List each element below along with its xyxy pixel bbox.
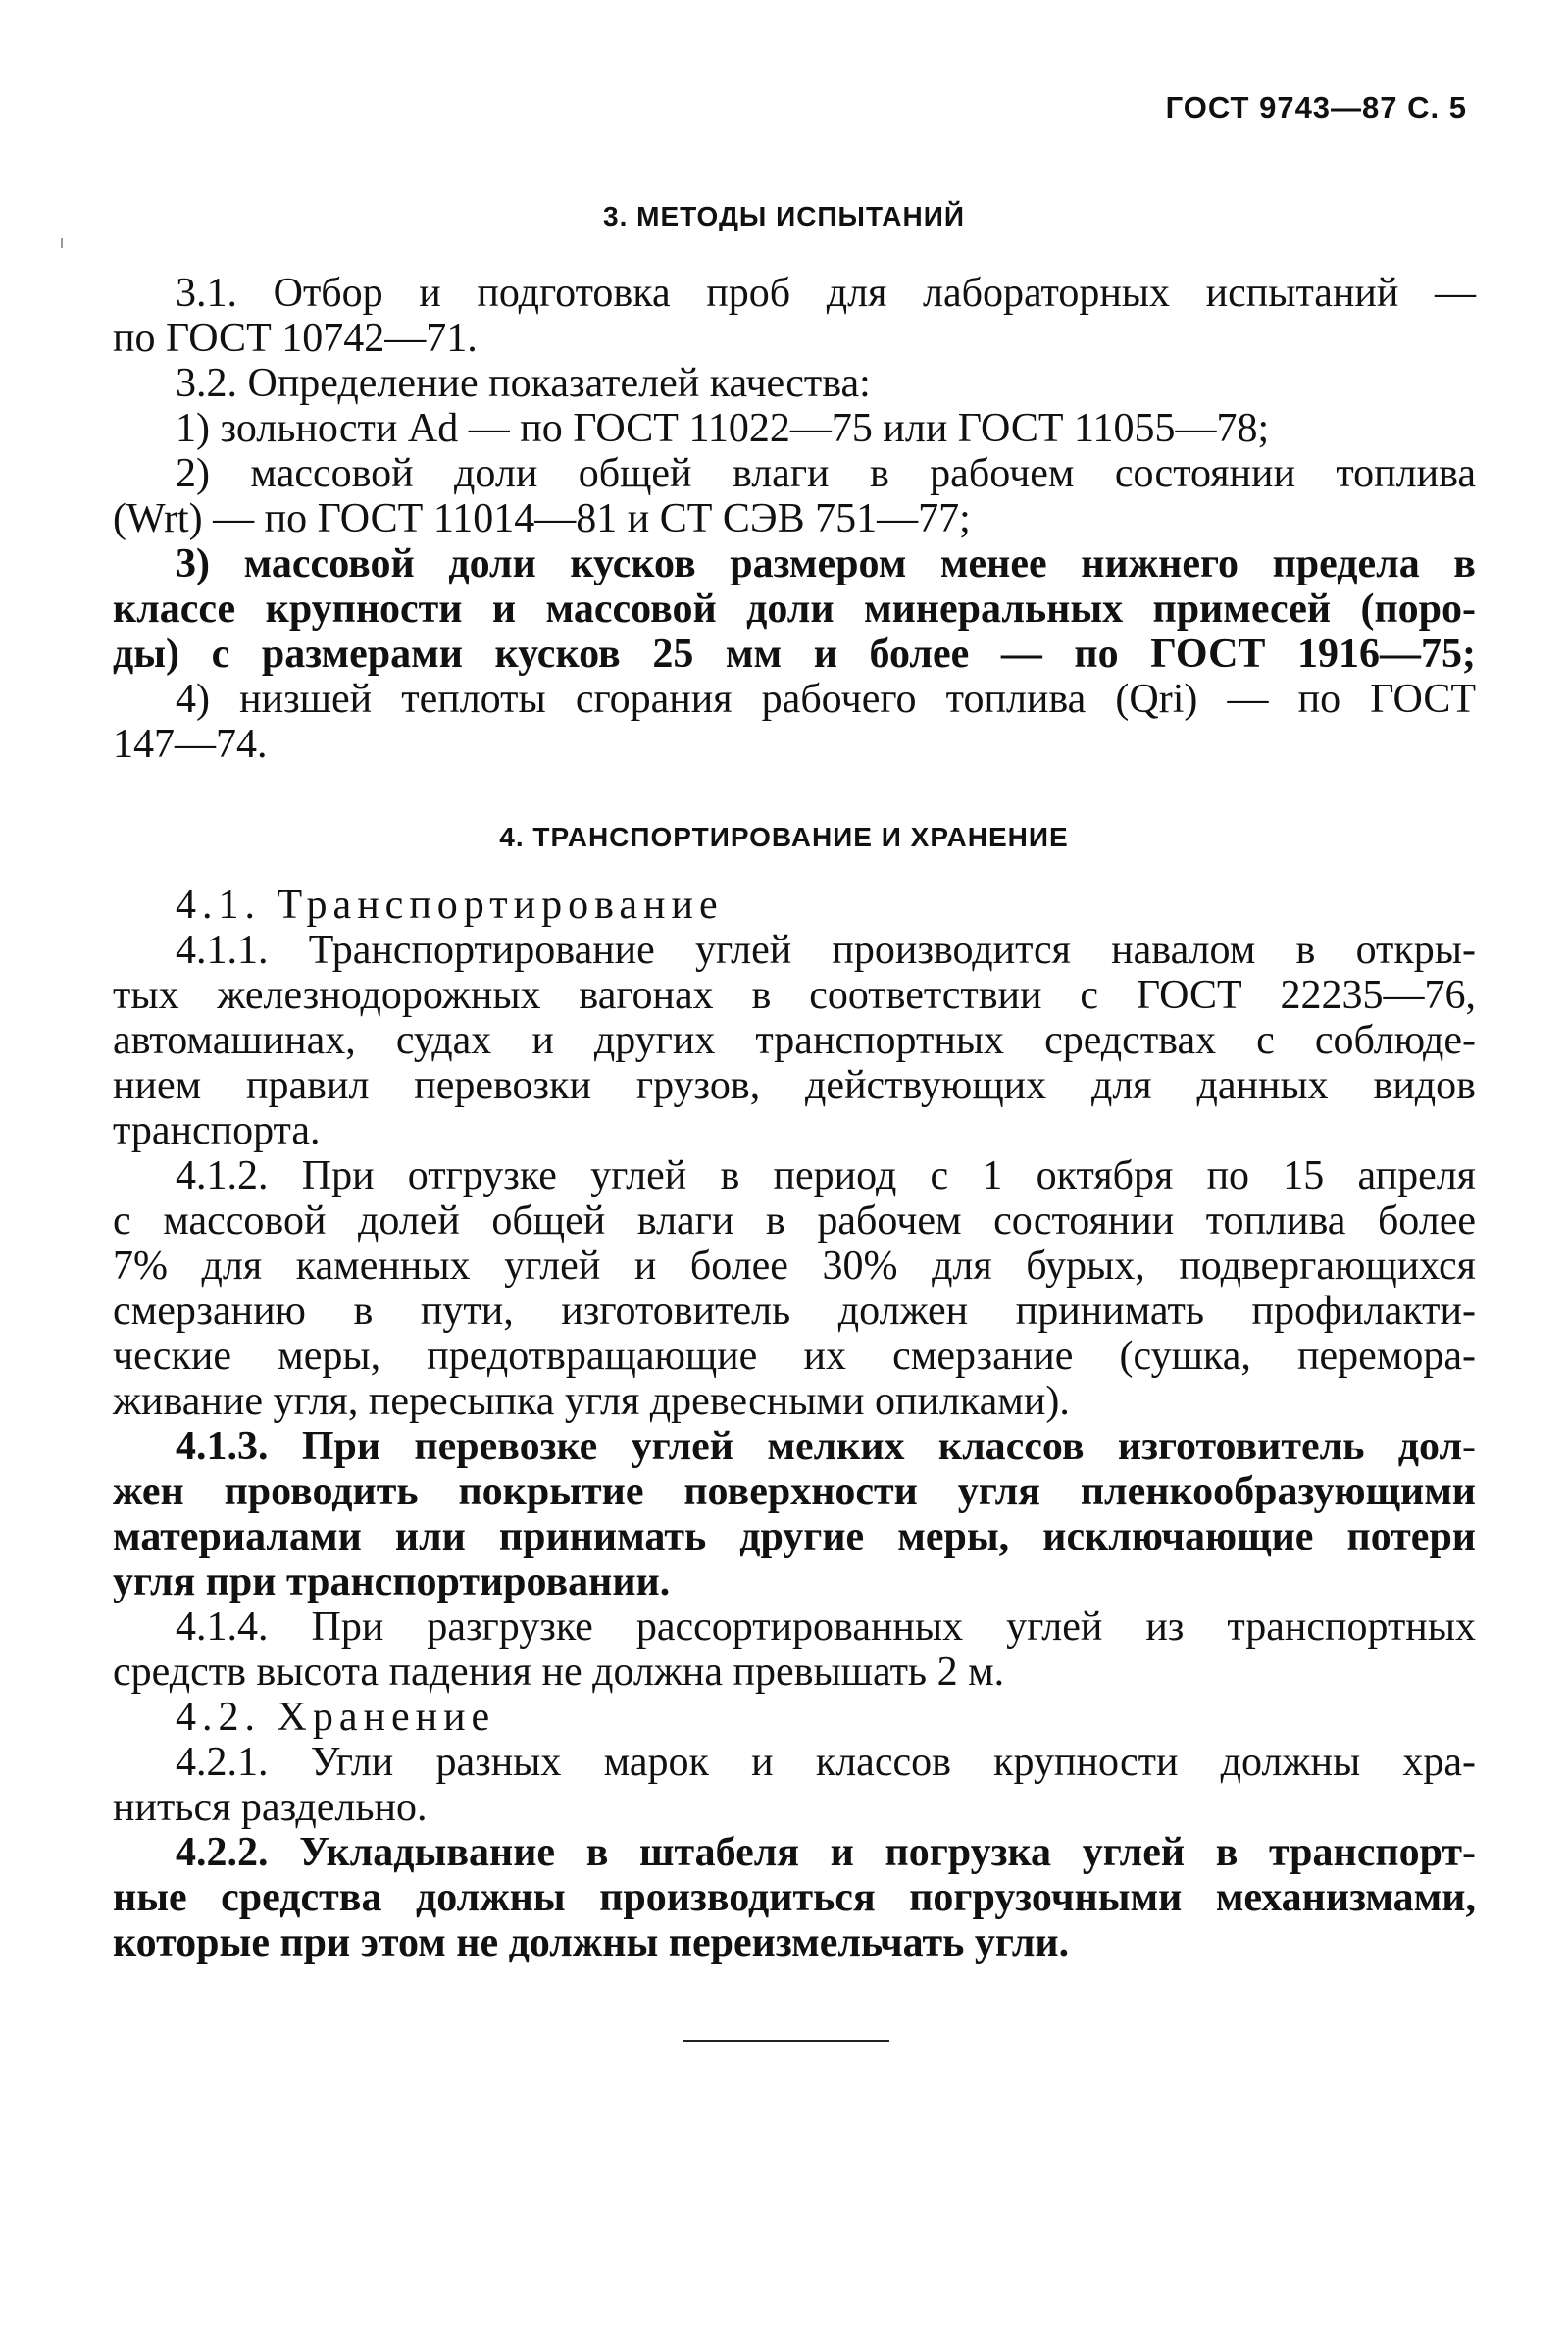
section-3-title: 3. МЕТОДЫ ИСПЫТАНИЙ <box>603 201 965 231</box>
text-line: 4.1.1. Транспортирование углей производится навалом в откры- <box>176 928 1476 973</box>
text-line: материалами или принимать другие меры, исключающие потери <box>113 1514 1476 1559</box>
text-line: ниться раздельно. <box>113 1785 428 1830</box>
text-line: с массовой долей общей влаги в рабочем состоянии топлива более <box>113 1198 1476 1244</box>
section-4-body <box>113 883 1476 1965</box>
text-line: 3.1. Отбор и подготовка проб для лабораторных испытаний — <box>176 271 1476 316</box>
text-line: живание угля, пересыпка угля древесными опилками). <box>113 1379 1070 1424</box>
running-head: ГОСТ 9743—87 С. 5 <box>1165 90 1467 125</box>
text-line: смерзанию в пути, изготовитель должен принимать профилакти- <box>113 1289 1476 1334</box>
section-4-title: 4. ТРАНСПОРТИРОВАНИЕ И ХРАНЕНИЕ <box>499 822 1069 852</box>
text-line: 1) зольности Ad — по ГОСТ 11022—75 или ГОСТ 11055—78; <box>176 406 1270 451</box>
text-line: классе крупности и массовой доли минеральных примесей (поро- <box>113 586 1476 632</box>
text-line: (Wrt) — по ГОСТ 11014—81 и СТ СЭВ 751—77; <box>113 496 971 541</box>
end-rule <box>683 2040 889 2042</box>
text-line: по ГОСТ 10742—71. <box>113 316 478 361</box>
text-line: которые при этом не должны переизмельчать угли. <box>113 1920 1070 1965</box>
text-line: 4.1.2. При отгрузке углей в период с 1 октября по 15 апреля <box>176 1153 1476 1198</box>
scan-mark <box>61 238 63 248</box>
text-line: 2) массовой доли общей влаги в рабочем состоянии топлива <box>176 451 1476 496</box>
text-line: 147—74. <box>113 722 268 767</box>
text-line: 4.2.1. Угли разных марок и классов крупности должны хра- <box>176 1740 1476 1785</box>
text-line: автомашинах, судах и других транспортных средствах с соблюде- <box>113 1018 1476 1063</box>
section-3-body <box>113 271 1476 767</box>
text-line: 7% для каменных углей и более 30% для бурых, подвергающихся <box>113 1244 1476 1289</box>
text-line: 4.2.2. Укладывание в штабеля и погрузка углей в транспорт- <box>176 1830 1476 1875</box>
text-line: нием правил перевозки грузов, действующих для данных видов <box>113 1063 1476 1108</box>
text-line: ческие меры, предотвращающие их смерзание (сушка, перемора- <box>113 1334 1476 1379</box>
text-line: транспорта. <box>113 1108 321 1153</box>
text-line: жен проводить покрытие поверхности угля пленкообразующими <box>113 1469 1476 1514</box>
text-line: ды) с размерами кусков 25 мм и более — по ГОСТ 1916—75; <box>113 632 1476 677</box>
text-line: 3.2. Определение показателей качества: <box>176 361 871 406</box>
text-line: 4.1.4. При разгрузке рассортированных углей из транспортных <box>176 1604 1476 1650</box>
text-line: 3) массовой доли кусков размером менее нижнего предела в <box>176 541 1476 586</box>
subsection-heading: 4.2. Хранение <box>176 1695 496 1740</box>
text-line: ные средства должны производиться погрузочными механизмами, <box>113 1875 1476 1920</box>
text-line: угля при транспортировании. <box>113 1559 671 1604</box>
text-line: тых железнодорожных вагонах в соответствии с ГОСТ 22235—76, <box>113 973 1476 1018</box>
text-line: средств высота падения не должна превышать 2 м. <box>113 1650 1005 1695</box>
text-line: 4) низшей теплоты сгорания рабочего топлива (Qri) — по ГОСТ <box>176 677 1476 722</box>
subsection-heading: 4.1. Транспортирование <box>176 883 724 928</box>
text-line: 4.1.3. При перевозке углей мелких классов изготовитель дол- <box>176 1424 1476 1469</box>
